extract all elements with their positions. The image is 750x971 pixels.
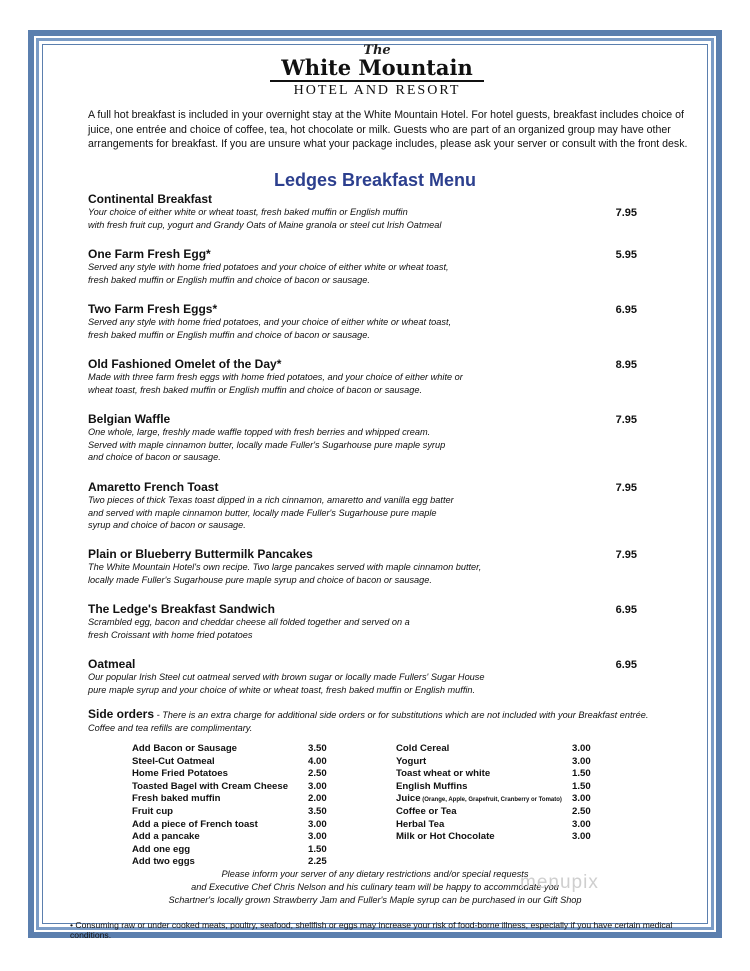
side-item-name: Yogurt — [396, 756, 427, 767]
hotel-logo — [270, 44, 484, 99]
item-desc-line: fresh Croissant with home fried potatoes — [88, 629, 253, 640]
menu-item-omelet — [88, 357, 648, 396]
item-desc-line: Our popular Irish Steel cut oatmeal served with brown sugar or locally made Fullers' Sugar House — [88, 672, 485, 682]
side-item-price: 2.50 — [572, 806, 591, 817]
side-item-price: 3.00 — [308, 819, 327, 830]
logo-the: The — [363, 43, 391, 58]
item-name: Old Fashioned Omelet of the Day* — [88, 357, 282, 371]
item-price: 6.95 — [615, 304, 637, 316]
item-desc-line: Made with three farm fresh eggs with home fried potatoes, and your choice of either white or — [88, 372, 463, 382]
menu-item-oatmeal — [88, 657, 648, 696]
item-price: 5.95 — [615, 249, 637, 261]
item-desc-line: Served any style with home fried potatoes and your choice of either white or wheat toast, — [88, 262, 449, 272]
side-item-name: Juice — [396, 793, 421, 804]
side-item-name: Fruit cup — [132, 806, 174, 817]
side-item-name: Toasted Bagel with Cream Cheese — [132, 781, 289, 792]
side-orders-title: Side orders — [88, 707, 155, 721]
footer-note-line: and Executive Chef Chris Nelson and his culinary team will be happy to accommodate you — [191, 882, 559, 892]
side-item-price: 3.00 — [572, 756, 591, 767]
menu-item-continental — [88, 192, 648, 231]
side-item-price: 1.50 — [572, 768, 591, 779]
item-desc-line: fresh baked muffin or English muffin and choice of bacon or sausage. — [88, 274, 370, 285]
side-item-price: 3.00 — [308, 831, 327, 842]
side-item-name: Herbal Tea — [396, 819, 445, 830]
item-price: 7.95 — [615, 207, 637, 219]
item-price: 8.95 — [615, 359, 637, 371]
item-name: Belgian Waffle — [88, 412, 171, 426]
side-item-price: 3.00 — [572, 743, 591, 754]
side-item-price: 1.50 — [308, 844, 327, 855]
item-desc-line: wheat toast, fresh baked muffin or English muffin and choice of bacon or sausage. — [88, 384, 423, 395]
item-desc-line: fresh baked muffin or English muffin and choice of bacon or sausage. — [88, 329, 370, 340]
side-item-name: Steel-Cut Oatmeal — [132, 756, 215, 767]
item-name: Continental Breakfast — [88, 192, 213, 206]
item-name: Oatmeal — [88, 657, 136, 671]
side-item-name: Add a pancake — [132, 831, 200, 842]
item-desc-line: and choice of bacon or sausage. — [88, 452, 221, 462]
side-item-name: Cold Cereal — [396, 743, 450, 754]
footer-note-line: Please inform your server of any dietary restrictions and/or special requests — [221, 869, 529, 879]
side-item-price: 3.00 — [308, 781, 327, 792]
item-desc-line: One whole, large, freshly made waffle topped with fresh berries and whipped cream. — [88, 427, 431, 437]
item-name: One Farm Fresh Egg* — [88, 247, 211, 261]
side-item-price: 2.50 — [308, 768, 327, 779]
item-desc-line: Two pieces of thick Texas toast dipped in a rich cinnamon, amaretto and vanilla egg batter — [88, 495, 454, 505]
side-item-juice — [396, 793, 562, 807]
side-item-price: 2.25 — [308, 856, 327, 867]
menu-item-breakfast-sandwich — [88, 602, 648, 641]
side-item-price: 3.00 — [572, 819, 591, 830]
item-price: 6.95 — [615, 604, 637, 616]
logo-subtitle: HOTEL AND RESORT — [293, 83, 461, 98]
side-item-price: 3.50 — [308, 743, 327, 754]
item-price: 7.95 — [615, 482, 637, 494]
item-desc-line: Served any style with home fried potatoes, and your choice of either white or wheat toast, — [88, 317, 452, 327]
menu-item-pancakes — [88, 547, 648, 586]
side-item-name: Milk or Hot Chocolate — [396, 831, 495, 842]
item-price: 7.95 — [615, 414, 637, 426]
footer-note-line: Schartner's locally grown Strawberry Jam and Fuller's Maple syrup can be purchased in our Gift Shop — [168, 895, 582, 905]
item-price: 6.95 — [615, 659, 637, 671]
side-item-name: English Muffins — [396, 781, 468, 792]
item-name: Plain or Blueberry Buttermilk Pancakes — [88, 547, 313, 561]
side-item-name: Coffee or Tea — [396, 806, 457, 817]
side-item-price: 1.50 — [572, 781, 591, 792]
side-orders-note: - There is an extra charge for additional side orders or for substitutions which are not included with your Breakfast entrée. — [154, 710, 649, 720]
menu-title: Ledges Breakfast Menu — [273, 170, 477, 190]
side-item-name: Add two eggs — [132, 856, 195, 867]
side-orders-note2: Coffee and tea refills are complimentary. — [88, 723, 253, 733]
menu-item-two-eggs — [88, 302, 648, 341]
item-name: Amaretto French Toast — [88, 480, 219, 494]
item-price: 7.95 — [615, 549, 637, 561]
item-desc-line: with fresh fruit cup, yogurt and Grandy Oats of Maine granola or steel cut Irish Oatmeal — [88, 219, 442, 230]
side-item-price: 3.50 — [308, 806, 327, 817]
side-item-price: 3.00 — [572, 793, 591, 804]
item-name: Two Farm Fresh Eggs* — [88, 302, 218, 316]
logo-name: White Mountain — [270, 57, 484, 82]
food-safety-disclaimer: • Consuming raw or under cooked meats, poultry, seafood, shellfish or eggs may increase your risk of food-borne illness, especially if you have certain medical conditions. — [70, 920, 673, 940]
item-desc-line: Your choice of either white or wheat toast, fresh baked muffin or English muffin — [88, 207, 408, 217]
side-item-name: Add Bacon or Sausage — [132, 743, 238, 754]
side-item-price: 4.00 — [308, 756, 327, 767]
item-desc-line: locally made Fuller's Sugarhouse pure maple syrup and choice of bacon or sausage. — [88, 574, 432, 585]
side-item-name: Fresh baked muffin — [132, 793, 221, 804]
item-desc-line: Scrambled egg, bacon and cheddar cheese all folded together and served on a — [88, 617, 410, 627]
side-item-price: 3.00 — [572, 831, 591, 842]
intro-paragraph: A full hot breakfast is included in your overnight stay at the White Mountain Hotel. For hotel guests, breakfast includes choice of juice, one entrée and choice of coffee, tea, hot chocolate or milk. Guests who are part of an organized group may have other arrangements for breakfast. If you are unsure what your package includes, please ask your server or consult with the front desk. — [88, 109, 688, 150]
side-item-name: Add a piece of French toast — [132, 819, 258, 830]
item-desc-line: syrup and choice of bacon or sausage. — [88, 520, 246, 530]
item-desc-line: pure maple syrup and your choice of white or wheat toast, fresh baked muffin or English muffin. — [88, 684, 476, 695]
watermark: menupix — [520, 872, 599, 893]
item-name: The Ledge's Breakfast Sandwich — [88, 602, 275, 616]
item-desc-line: The White Mountain Hotel's own recipe. Two large pancakes served with maple cinnamon butter, — [88, 562, 482, 572]
juice-options: (Orange, Apple, Grapefruit, Cranberry or Tomato) — [420, 797, 562, 803]
side-item-price: 2.00 — [308, 793, 327, 804]
side-item-name: Home Fried Potatoes — [132, 768, 228, 779]
menu-item-one-egg — [88, 247, 648, 286]
item-desc-line: Served with maple cinnamon butter, locally made Fuller's Sugarhouse pure maple syrup — [88, 439, 446, 450]
side-item-name: Toast wheat or white — [396, 768, 491, 779]
side-item-name: Add one egg — [132, 844, 191, 855]
menu-item-french-toast — [88, 480, 648, 532]
menu-item-belgian-waffle — [88, 412, 648, 464]
item-desc-line: and served with maple cinnamon butter, locally made Fuller's Sugarhouse pure maple — [88, 507, 437, 518]
side-orders-header — [88, 708, 688, 735]
